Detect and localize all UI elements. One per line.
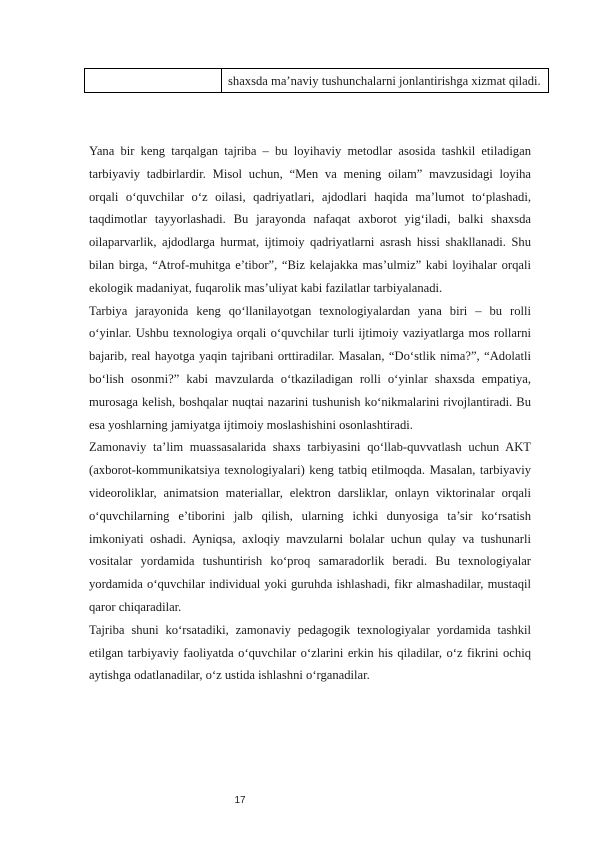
paragraph-rolli-oyinlar: Tarbiya jarayonida keng qo‘llanilayotgan texnologiyalardan yana biri – bu rolli o‘yinlar. Ushbu texnologiya orqali o‘quvchilar turli ijtimoiy vaziyatlarga mos rollarni bajarib, real hayotga yaqin tajribani orttiradilar. Masalan, “Do‘stlik nima?”, “Adolatli bo‘lish osonmi?” kabi mavzularda o‘tkaziladigan rolli o‘yinlar shaxsda empatiya, murosaga kelish, boshqalar nuqtai nazarini tushunish ko‘nikmalarini rivojlantiradi. Bu esa yoshlarning jamiyatga ijtimoiy moslashishini osonlashtiradi. — [89, 303, 531, 432]
paragraph-tajriba: Tajriba shuni ko‘rsatadiki, zamonaviy pedagogik texnologiyalar yordamida tashkil etilgan tarbiyaviy faoliyatda o‘quvchilar o‘zlarini erkin his qiladilar, o‘z fikrini ochiq aytishga odatlanadilar, o‘z ustida ishlashni o‘rganadilar. — [89, 622, 531, 683]
page-number: 17 — [234, 795, 246, 806]
continuation-table — [84, 68, 549, 93]
paragraph-loyihaviy-metodlar: Yana bir keng tarqalgan tajriba – bu loyihaviy metodlar asosida tashkil etiladigan tarbiyaviy tadbirlardir. Misol uchun, “Men va mening oilam” mavzusidagi loyiha orqali o‘quvchilar o‘z oilasi, qadriyatlari, ajdodlari haqida ma’lumot to‘plashadi, taqdimotlar tayyorlashadi. Bu jarayonda nafaqat axborot yig‘iladi, balki shaxsda oilaparvarlik, ajdodlarga hurmat, ijtimoiy qadriyatlarni asrash hissi shakllanadi. Shu bilan birga, “Atrof-muhitga e’tibor”, “Biz kelajakka mas’ulmiz” kabi loyihalar orqali ekologik madaniyat, fuqarolik mas’uliyat kabi fazilatlar tarbiyalanadi. — [89, 144, 531, 295]
table-row — [85, 69, 549, 93]
table-cell-empty — [85, 69, 222, 93]
body-text — [89, 140, 531, 687]
paragraph-akt: Zamonaviy ta’lim muassasalarida shaxs tarbiyasini qo‘llab-quvvatlash uchun AKT (axborot-kommunikatsiya texnologiyalari) keng tatbiq etilmoqda. Masalan, tarbiyaviy videoroliklar, animatsion materiallar, elektron darsliklar, onlayn viktorinalar orqali o‘quvchilarning e’tiborini jalb qilish, ularning ichki dunyosiga ta’sir ko‘rsatish imkoniyati oshadi. Ayniqsa, axloqiy mavzularni bolalar uchun qulay va tushunarli vositalar yordamida tushuntirish ko‘proq samaradorlik beradi. Bu texnologiyalar yordamida o‘quvchilar individual yoki guruhda ishlashadi, fikr almashadilar, mustaqil qaror chiqaradilar. — [89, 440, 531, 614]
table-cell-text: shaxsda ma’naviy tushunchalarni jonlantirishga xizmat qiladi. — [222, 69, 549, 93]
